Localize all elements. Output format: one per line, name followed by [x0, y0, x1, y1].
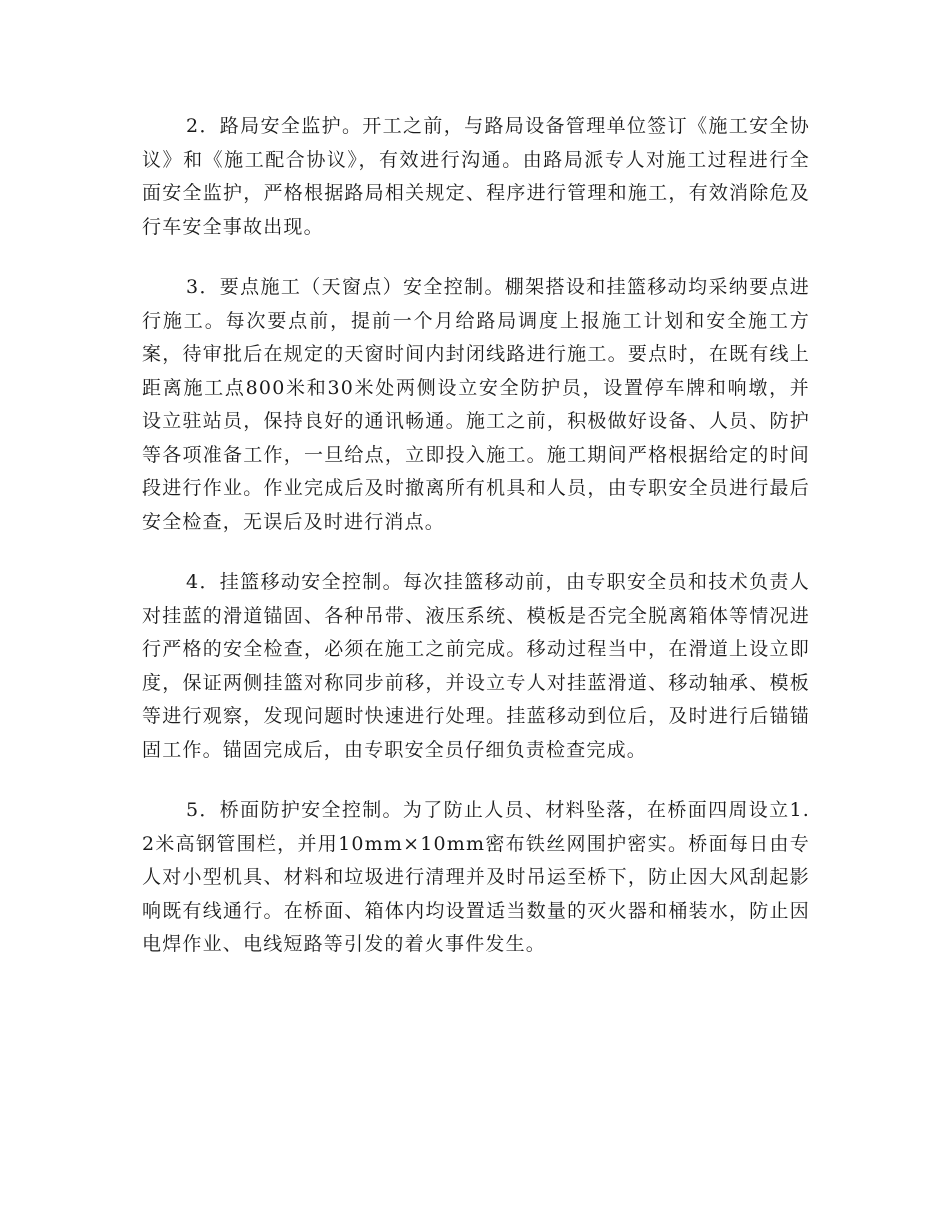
document-page — [142, 110, 810, 989]
paragraph-hanging-basket: 4．挂篮移动安全控制。每次挂篮移动前，由专职安全员和技术负责人对挂蓝的滑道锚固、各种吊带、液压系统、模板是否完全脱离箱体等情况进行严格的安全检查，必须在施工之前完成。移动过程当中，在滑道上设立即度，保证两侧挂篮对称同步前移，并设立专人对挂蓝滑道、移动轴承、模板等进行观察，发现问题时快速进行处理。挂蓝移动到位后，及时进行后锚锚固工作。锚固完成后，由专职安全员仔细负责检查完成。 — [142, 571, 810, 761]
paragraph-skylight-construction: 3．要点施工（天窗点）安全控制。棚架搭设和挂篮移动均采纳要点进行施工。每次要点前，提前一个月给路局调度上报施工计划和安全施工方案，待审批后在规定的天窗时间内封闭线路进行施工。要点时，在既有线上距离施工点800米和30米处两侧设立安全防护员，设置停车牌和响墩，并设立驻站员，保持良好的通讯畅通。施工之前，积极做好设备、人员、防护等各项准备工作，一旦给点，立即投入施工。施工期间严格根据给定的时间段进行作业。作业完成后及时撤离所有机具和人员，由专职安全员进行最后安全检查，无误后及时进行消点。 — [142, 276, 810, 533]
paragraph-deck-protection: 5．桥面防护安全控制。为了防止人员、材料坠落，在桥面四周设立1.2米高钢管围栏，并用10mm×10mm密布铁丝网围护密实。桥面每日由专人对小型机具、材料和垃圾进行清理并及时吊运至桥下，防止因大风刮起影响既有线通行。在桥面、箱体内均设置适当数量的灭火器和桶装水，防止因电焊作业、电线短路等引发的着火事件发生。 — [142, 799, 810, 955]
paragraph-railway-supervision: 2．路局安全监护。开工之前，与路局设备管理单位签订《施工安全协议》和《施工配合协议》，有效进行沟通。由路局派专人对施工过程进行全面安全监护，严格根据路局相关规定、程序进行管理和施工，有效消除危及行车安全事故出现。 — [142, 115, 810, 238]
